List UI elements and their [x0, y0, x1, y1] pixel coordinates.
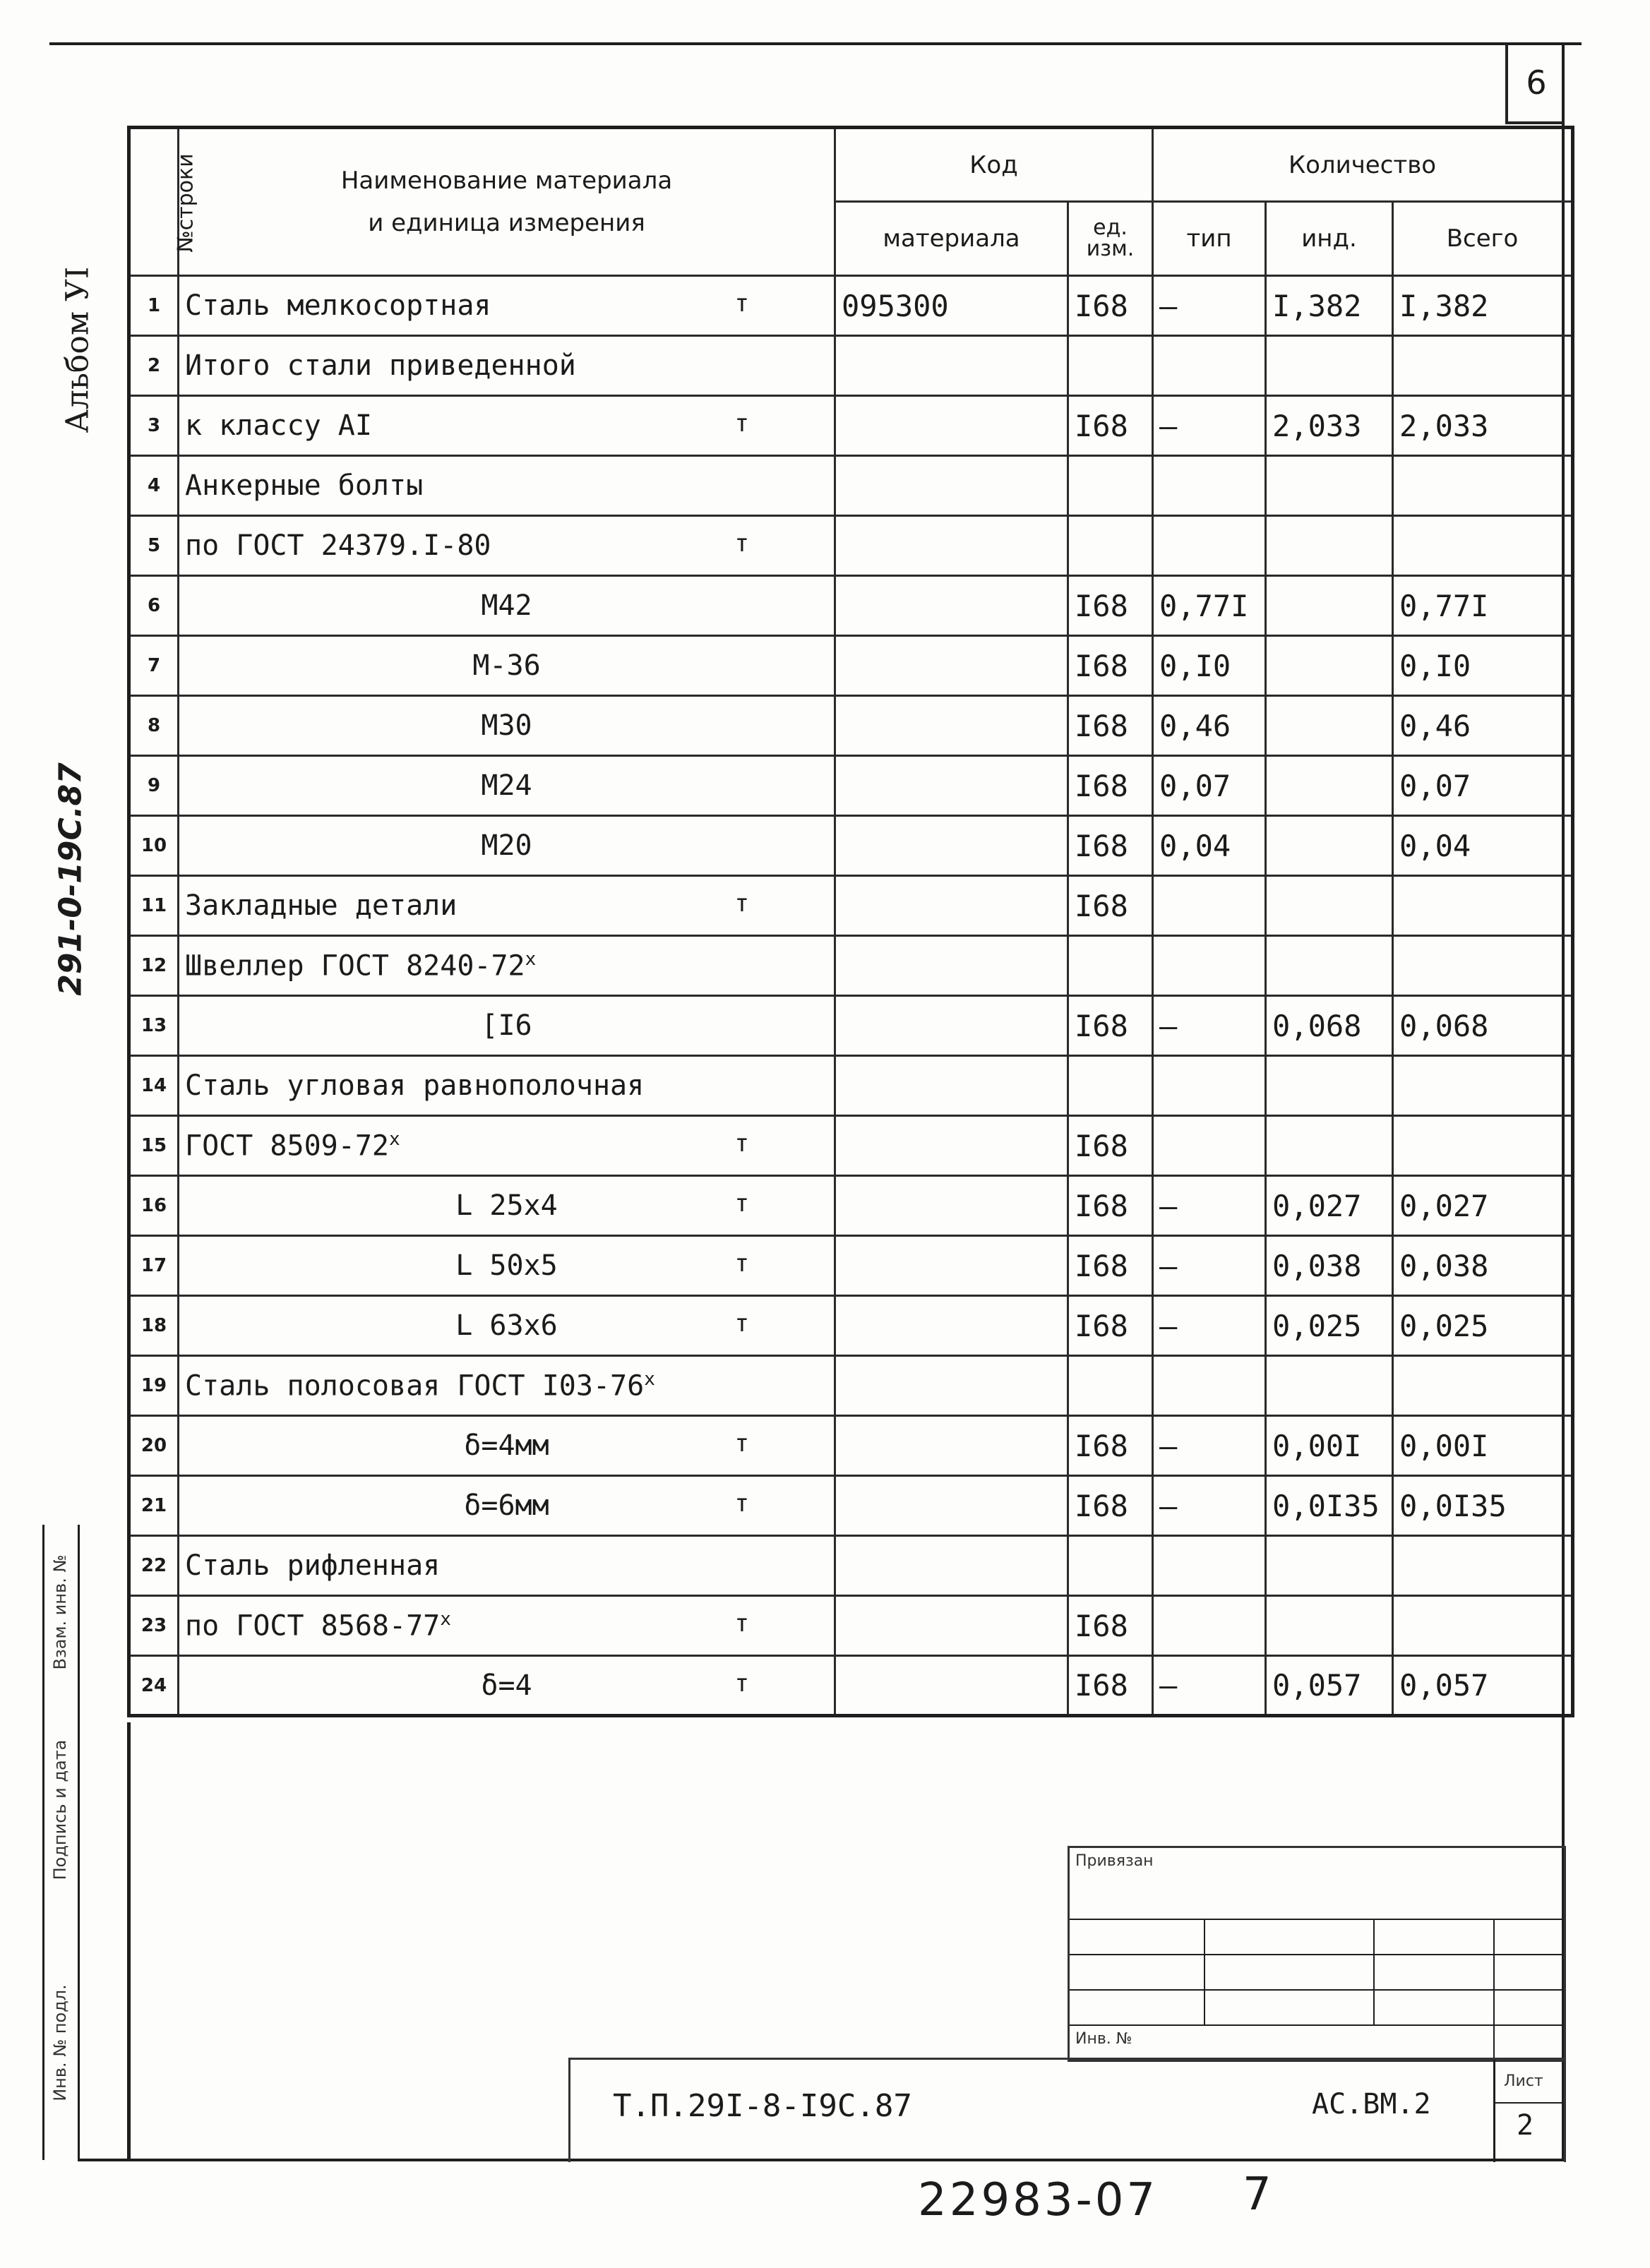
gost-revision-mark: х [440, 1609, 451, 1631]
table-row [129, 636, 1573, 696]
material-code [835, 456, 1068, 516]
header-code-group: Код [835, 128, 1153, 202]
material-name [179, 336, 835, 396]
header-row-number: №строки [129, 128, 179, 276]
material-name-text: М24 [481, 769, 532, 802]
unit-code: I68 [1068, 276, 1153, 336]
qty-type: – [1153, 1476, 1266, 1536]
header-qty-type: тип [1153, 202, 1266, 276]
binding-stamp-line [1070, 1989, 1564, 1991]
material-name [179, 1596, 835, 1656]
qty-type: – [1153, 1236, 1266, 1296]
qty-total: 0,0I35 [1393, 1476, 1573, 1536]
unit-code: I68 [1068, 636, 1153, 696]
material-code [835, 1536, 1068, 1596]
list-number: 2 [1517, 2109, 1534, 2142]
row-number: 6 [129, 576, 179, 636]
qty-ind [1266, 876, 1393, 936]
table-row [129, 996, 1573, 1056]
bottom-page-number: 7 [1243, 2168, 1274, 2221]
material-name-text: Сталь угловая равнополочная [185, 1069, 645, 1102]
material-code [835, 396, 1068, 456]
row-number: 14 [129, 1056, 179, 1116]
qty-total: 0,00I [1393, 1416, 1573, 1476]
gost-revision-mark: х [388, 1129, 400, 1151]
material-name [179, 576, 835, 636]
material-code [835, 1296, 1068, 1356]
qty-ind: 0,00I [1266, 1416, 1393, 1476]
row-number: 15 [129, 1116, 179, 1176]
qty-type: – [1153, 396, 1266, 456]
material-name-text: δ=4мм [464, 1429, 549, 1462]
table-row [129, 516, 1573, 576]
row-number: 22 [129, 1536, 179, 1596]
qty-total: 0,057 [1393, 1656, 1573, 1716]
qty-ind: 0,038 [1266, 1236, 1393, 1296]
row-number: 21 [129, 1476, 179, 1536]
qty-type: 0,04 [1153, 816, 1266, 876]
qty-ind [1266, 516, 1393, 576]
qty-ind: 2,033 [1266, 396, 1393, 456]
table-row [129, 1296, 1573, 1356]
materials-table-body [129, 276, 1573, 1716]
table-row [129, 1416, 1573, 1476]
qty-ind: 0,025 [1266, 1296, 1393, 1356]
unit-code: I68 [1068, 396, 1153, 456]
row-number: 19 [129, 1356, 179, 1416]
qty-total: I,382 [1393, 276, 1573, 336]
material-code [835, 1176, 1068, 1236]
row-number: 3 [129, 396, 179, 456]
table-row [129, 756, 1573, 816]
material-name [179, 636, 835, 696]
material-name [179, 816, 835, 876]
unit-code [1068, 336, 1153, 396]
qty-type [1153, 1596, 1266, 1656]
qty-type [1153, 516, 1266, 576]
unit-code [1068, 1356, 1153, 1416]
sheet-number: 6 [1505, 44, 1565, 124]
material-name [179, 1536, 835, 1596]
material-code [835, 936, 1068, 996]
unit-code [1068, 456, 1153, 516]
material-name-text: L 63х6 [455, 1309, 558, 1342]
material-name-text: к классу АI [185, 409, 372, 442]
row-number: 2 [129, 336, 179, 396]
material-name [179, 696, 835, 756]
material-name-text: ГОСТ 8509-72 [185, 1129, 389, 1163]
qty-ind [1266, 756, 1393, 816]
qty-type [1153, 1056, 1266, 1116]
material-name-text: М-36 [472, 649, 541, 682]
document-code: Т.П.29I-8-I9С.87 [613, 2088, 912, 2124]
material-code: 095300 [835, 276, 1068, 336]
material-name-text: Сталь рифленная [185, 1549, 441, 1582]
unit-label: т [734, 1609, 749, 1638]
qty-ind [1266, 1056, 1393, 1116]
qty-type [1153, 1116, 1266, 1176]
table-row [129, 276, 1573, 336]
table-row [129, 1536, 1573, 1596]
unit-code: I68 [1068, 1116, 1153, 1176]
qty-ind [1266, 456, 1393, 516]
material-name [179, 1236, 835, 1296]
material-name-text: δ=6мм [464, 1489, 549, 1522]
lower-frame-left [127, 1722, 131, 2160]
material-name-text: Сталь полосовая ГОСТ I03-76 [185, 1369, 645, 1403]
table-row [129, 1596, 1573, 1656]
qty-type: – [1153, 996, 1266, 1056]
qty-ind: 0,057 [1266, 1656, 1393, 1716]
qty-total: 0,07 [1393, 756, 1573, 816]
qty-total [1393, 516, 1573, 576]
qty-total [1393, 1596, 1573, 1656]
material-name [179, 1656, 835, 1716]
material-name [179, 756, 835, 816]
qty-total [1393, 936, 1573, 996]
material-code [835, 1416, 1068, 1476]
qty-type: 0,07 [1153, 756, 1266, 816]
qty-total [1393, 336, 1573, 396]
qty-ind [1266, 1356, 1393, 1416]
qty-type: – [1153, 1176, 1266, 1236]
sheet-top-border [49, 42, 1582, 45]
qty-type: – [1153, 276, 1266, 336]
qty-ind [1266, 1596, 1393, 1656]
header-material-name: Наименование материала и единица измерения [179, 128, 835, 276]
title-block [568, 2058, 1566, 2162]
material-name-text: Анкерные болты [185, 469, 424, 502]
row-number: 16 [129, 1176, 179, 1236]
binding-stamp-col [1373, 1919, 1375, 2024]
row-number: 24 [129, 1656, 179, 1716]
header-qty-ind: инд. [1266, 202, 1393, 276]
unit-code: I68 [1068, 1596, 1153, 1656]
table-row [129, 1176, 1573, 1236]
materials-table [127, 126, 1574, 1717]
qty-ind [1266, 1116, 1393, 1176]
gost-revision-mark: х [644, 1369, 655, 1391]
unit-code [1068, 1536, 1153, 1596]
qty-total: 0,068 [1393, 996, 1573, 1056]
material-code [835, 996, 1068, 1056]
unit-label: т [734, 1429, 749, 1458]
binding-stamp-inv: Инв. № [1075, 2030, 1132, 2048]
table-row [129, 876, 1573, 936]
material-code [835, 1356, 1068, 1416]
material-code [835, 336, 1068, 396]
table-row [129, 1116, 1573, 1176]
qty-type: – [1153, 1296, 1266, 1356]
left-stamp-border-outer [42, 1525, 44, 2160]
binding-stamp-col [1204, 1919, 1205, 2024]
qty-total [1393, 1536, 1573, 1596]
unit-code: I68 [1068, 996, 1153, 1056]
qty-type: – [1153, 1656, 1266, 1716]
material-name [179, 936, 835, 996]
qty-type [1153, 876, 1266, 936]
gost-revision-mark: х [525, 949, 537, 971]
left-stamp-cell-replace: Взам. инв. № [50, 1554, 70, 1670]
qty-total [1393, 1116, 1573, 1176]
table-row [129, 1236, 1573, 1296]
unit-label: т [734, 889, 749, 918]
header-code-unit: ед. изм. [1068, 202, 1153, 276]
material-code [835, 576, 1068, 636]
qty-ind [1266, 696, 1393, 756]
qty-total [1393, 876, 1573, 936]
material-code [835, 516, 1068, 576]
list-label: Лист [1504, 2072, 1543, 2090]
qty-type: 0,I0 [1153, 636, 1266, 696]
qty-ind [1266, 636, 1393, 696]
binding-stamp-line [1070, 1919, 1564, 1920]
binding-stamp-col [1493, 1919, 1495, 2060]
unit-label: т [734, 1309, 749, 1338]
material-code [835, 1656, 1068, 1716]
qty-total [1393, 1356, 1573, 1416]
unit-code: I68 [1068, 1296, 1153, 1356]
material-name [179, 396, 835, 456]
material-name-text: L 50х5 [455, 1249, 558, 1282]
row-number: 1 [129, 276, 179, 336]
material-name [179, 1116, 835, 1176]
qty-ind [1266, 336, 1393, 396]
qty-type: – [1153, 1416, 1266, 1476]
table-row [129, 696, 1573, 756]
table-row [129, 1356, 1573, 1416]
unit-code: I68 [1068, 756, 1153, 816]
material-name-text: L 25х4 [455, 1189, 558, 1222]
unit-code [1068, 516, 1153, 576]
material-code [835, 1596, 1068, 1656]
table-row [129, 456, 1573, 516]
unit-code [1068, 936, 1153, 996]
binding-stamp-title: Привязан [1075, 1852, 1154, 1870]
material-code [835, 1116, 1068, 1176]
unit-label: т [734, 1489, 749, 1518]
album-label: Альбом УI [59, 266, 96, 433]
row-number: 8 [129, 696, 179, 756]
table-row [129, 1476, 1573, 1536]
qty-ind [1266, 816, 1393, 876]
project-code-label: 291-0-19С.87 [52, 762, 89, 996]
bottom-archive-number: 22983-07 [918, 2174, 1159, 2226]
unit-label: т [734, 409, 749, 438]
material-name [179, 876, 835, 936]
unit-code: I68 [1068, 1476, 1153, 1536]
material-name-text: Сталь мелкосортная [185, 289, 491, 322]
qty-total: 0,I0 [1393, 636, 1573, 696]
material-name [179, 1416, 835, 1476]
material-name-text: Итого стали приведенной [185, 349, 576, 382]
qty-total [1393, 1056, 1573, 1116]
material-name-text: [I6 [481, 1009, 532, 1042]
qty-ind: 0,068 [1266, 996, 1393, 1056]
unit-label: т [734, 289, 749, 318]
table-row [129, 1656, 1573, 1716]
unit-code: I68 [1068, 1656, 1153, 1716]
material-name [179, 276, 835, 336]
table-row [129, 816, 1573, 876]
material-code [835, 1236, 1068, 1296]
document-mark: АС.ВМ.2 [1312, 2088, 1431, 2120]
qty-ind [1266, 936, 1393, 996]
qty-type [1153, 936, 1266, 996]
qty-total: 0,46 [1393, 696, 1573, 756]
row-number: 12 [129, 936, 179, 996]
material-code [835, 636, 1068, 696]
material-name [179, 516, 835, 576]
material-name-text: М42 [481, 589, 532, 622]
row-number: 13 [129, 996, 179, 1056]
qty-total [1393, 456, 1573, 516]
row-number: 18 [129, 1296, 179, 1356]
qty-total: 0,025 [1393, 1296, 1573, 1356]
material-code [835, 816, 1068, 876]
material-name [179, 1296, 835, 1356]
qty-ind: 0,0I35 [1266, 1476, 1393, 1536]
qty-type [1153, 1356, 1266, 1416]
material-code [835, 876, 1068, 936]
material-name-text: по ГОСТ 24379.I-80 [185, 529, 491, 562]
unit-code: I68 [1068, 1176, 1153, 1236]
row-number: 23 [129, 1596, 179, 1656]
unit-code: I68 [1068, 1236, 1153, 1296]
title-block-divider [1493, 2102, 1564, 2104]
qty-type [1153, 1536, 1266, 1596]
row-number: 5 [129, 516, 179, 576]
left-stamp-cell-inv: Инв. № подл. [50, 1984, 70, 2101]
material-name-text: Швеллер ГОСТ 8240-72 [185, 949, 525, 983]
unit-label: т [734, 1669, 749, 1698]
header-qty-total: Всего [1393, 202, 1573, 276]
unit-code [1068, 1056, 1153, 1116]
qty-type [1153, 336, 1266, 396]
unit-code: I68 [1068, 816, 1153, 876]
unit-label: т [734, 1249, 749, 1278]
material-code [835, 1476, 1068, 1536]
qty-total: 0,04 [1393, 816, 1573, 876]
material-name-text: δ=4 [481, 1669, 532, 1702]
material-name [179, 1356, 835, 1416]
left-stamp-cell-sign: Подпись и дата [50, 1739, 70, 1880]
material-code [835, 756, 1068, 816]
unit-label: т [734, 529, 749, 558]
table-row [129, 936, 1573, 996]
row-number: 9 [129, 756, 179, 816]
header-qty-group: Количество [1153, 128, 1573, 202]
material-name [179, 996, 835, 1056]
material-name-text: М30 [481, 709, 532, 742]
material-name-text: Закладные детали [185, 889, 458, 922]
qty-type: 0,77I [1153, 576, 1266, 636]
row-number: 10 [129, 816, 179, 876]
row-number: 17 [129, 1236, 179, 1296]
material-name [179, 1176, 835, 1236]
material-name-text: по ГОСТ 8568-77 [185, 1609, 441, 1643]
row-number: 20 [129, 1416, 179, 1476]
qty-total: 0,038 [1393, 1236, 1573, 1296]
unit-code: I68 [1068, 1416, 1153, 1476]
qty-total: 0,027 [1393, 1176, 1573, 1236]
qty-type [1153, 456, 1266, 516]
qty-ind [1266, 576, 1393, 636]
qty-ind [1266, 1536, 1393, 1596]
row-number: 4 [129, 456, 179, 516]
title-block-divider [1493, 2060, 1495, 2162]
binding-stamp [1068, 1846, 1566, 2062]
qty-ind: I,382 [1266, 276, 1393, 336]
unit-code: I68 [1068, 576, 1153, 636]
row-number: 11 [129, 876, 179, 936]
table-row [129, 336, 1573, 396]
unit-code: I68 [1068, 696, 1153, 756]
material-name [179, 1476, 835, 1536]
binding-stamp-line [1070, 1954, 1564, 1955]
material-name [179, 456, 835, 516]
material-name [179, 1056, 835, 1116]
qty-total: 2,033 [1393, 396, 1573, 456]
left-stamp-border [78, 1525, 80, 2160]
qty-total: 0,77I [1393, 576, 1573, 636]
material-name-text: М20 [481, 829, 532, 862]
row-number: 7 [129, 636, 179, 696]
material-code [835, 1056, 1068, 1116]
table-row [129, 396, 1573, 456]
table-row [129, 1056, 1573, 1116]
header-code-material: материала [835, 202, 1068, 276]
qty-ind: 0,027 [1266, 1176, 1393, 1236]
binding-stamp-line [1070, 2024, 1564, 2026]
qty-type: 0,46 [1153, 696, 1266, 756]
unit-label: т [734, 1189, 749, 1218]
unit-code: I68 [1068, 876, 1153, 936]
table-row [129, 576, 1573, 636]
material-code [835, 696, 1068, 756]
unit-label: т [734, 1129, 749, 1158]
